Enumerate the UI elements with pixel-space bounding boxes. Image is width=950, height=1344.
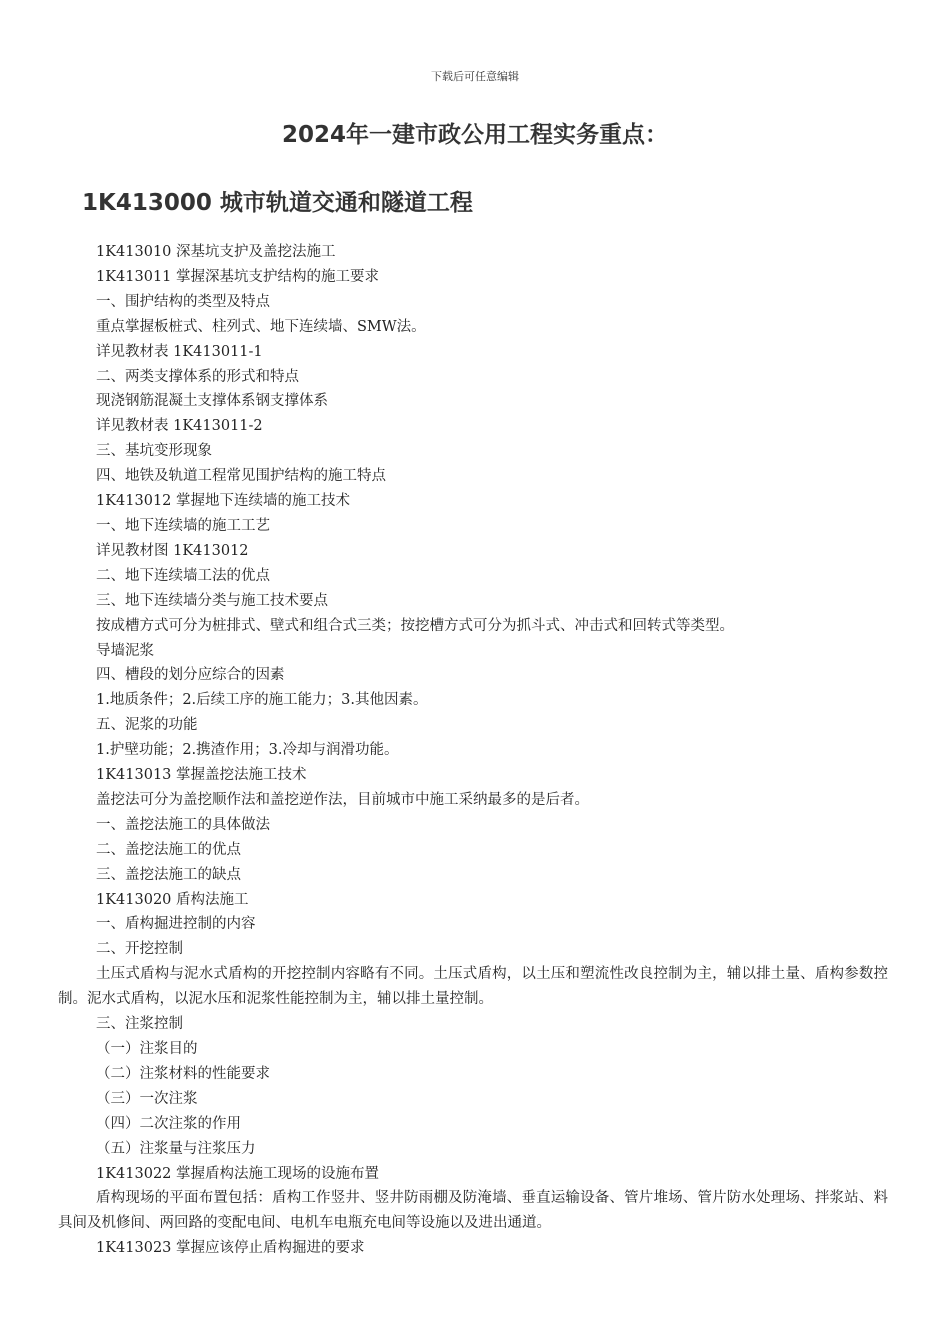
text-line: 三、基坑变形现象	[96, 443, 212, 460]
text-line: 1K413020 盾构法施工	[96, 891, 249, 908]
text-line: 三、注浆控制	[96, 1016, 183, 1033]
document-title: 2024年一建市政公用工程实务重点：	[281, 122, 668, 148]
text-line: 1K413013 掌握盖挖法施工技术	[96, 767, 307, 784]
text-line: 重点掌握板桩式、柱列式、地下连续墙、SMW法。	[96, 318, 426, 335]
text-line: 1.护壁功能；2.携渣作用；3.冷却与润滑功能。	[96, 742, 399, 759]
document-body	[58, 240, 888, 1261]
text-line: 1K413011 掌握深基坑支护结构的施工要求	[96, 268, 380, 285]
paragraph-site-layout: 盾构现场的平面布置包括：盾构工作竖井、竖井防雨棚及防淹墙、垂直运输设备、管片堆场、管片防水处理场、拌浆站、料具间及机修间、两回路的变配电间、电机车电瓶充电间等设施以及进出通道。	[58, 1190, 888, 1232]
text-line: 现浇钢筋混凝土支撑体系钢支撑体系	[96, 393, 328, 410]
text-line: 三、地下连续墙分类与施工技术要点	[96, 592, 328, 609]
page-header-note: 下载后可任意编辑	[431, 70, 519, 83]
text-line: 二、地下连续墙工法的优点	[96, 567, 270, 584]
text-line: 二、两类支撑体系的形式和特点	[96, 368, 299, 385]
text-line: 导墙泥浆	[96, 642, 154, 659]
text-line: （一）注浆目的	[96, 1041, 198, 1057]
text-line: 五、泥浆的功能	[96, 717, 198, 734]
text-line: 二、盖挖法施工的优点	[96, 841, 241, 858]
text-line: 1K413012 掌握地下连续墙的施工技术	[96, 493, 351, 510]
section-title: 1K413000 城市轨道交通和隧道工程	[82, 190, 473, 216]
text-line: 1K413023 掌握应该停止盾构掘进的要求	[96, 1240, 365, 1257]
text-line: 1K413010 深基坑支护及盖挖法施工	[96, 244, 336, 260]
text-line: 一、围护结构的类型及特点	[96, 293, 270, 310]
text-line: 详见教材表 1K413011-2	[96, 418, 263, 435]
text-line: （四）二次注浆的作用	[96, 1115, 241, 1132]
text-line: 1.地质条件；2.后续工序的施工能力；3.其他因素。	[96, 692, 428, 709]
text-line: 详见教材图 1K413012	[96, 542, 249, 559]
text-line: 一、盾构掘进控制的内容	[96, 916, 256, 933]
text-line: （五）注浆量与注浆压力	[96, 1140, 256, 1157]
text-line: 一、盖挖法施工的具体做法	[96, 816, 270, 833]
text-line: （三）一次注浆	[96, 1090, 198, 1107]
text-line: 三、盖挖法施工的缺点	[96, 866, 241, 883]
text-line: （二）注浆材料的性能要求	[96, 1065, 270, 1082]
text-line: 详见教材表 1K413011-1	[96, 343, 263, 360]
text-line: 盖挖法可分为盖挖顺作法和盖挖逆作法，目前城市中施工采纳最多的是后者。	[96, 791, 589, 808]
text-line: 按成槽方式可分为桩排式、壁式和组合式三类；按挖槽方式可分为抓斗式、冲击式和回转式等类型。	[96, 617, 734, 634]
text-line: 一、地下连续墙的施工工艺	[96, 517, 270, 534]
paragraph-excavation-control: 土压式盾构与泥水式盾构的开挖控制内容略有不同。土压式盾构，以土压和塑流性改良控制为主，辅以排土量、盾构参数控制。泥水式盾构，以泥水压和泥浆性能控制为主，辅以排土量控制。	[58, 966, 888, 1008]
text-line: 四、槽段的划分应综合的因素	[96, 667, 285, 684]
text-line: 四、地铁及轨道工程常见围护结构的施工特点	[96, 468, 386, 485]
text-line: 二、开挖控制	[96, 941, 183, 958]
text-line: 1K413022 掌握盾构法施工现场的设施布置	[96, 1165, 380, 1182]
